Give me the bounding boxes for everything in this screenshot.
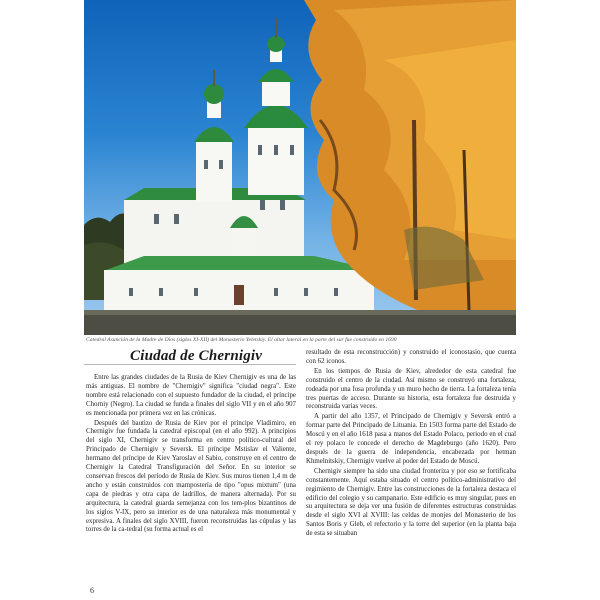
paragraph: Entre las grandes ciudades de la Rusia de Kiev Chernigiv es una de las más antiguas. El nombre de "Chernigiv" significa "ciudad negra". Este nombre está relacionado con el supuesto fundador de la ciudad, el príncipe Chorniy (Negro). La ciudad se funda a finales del siglo VII y en el año 907 es mencionada por primera vez en las crónicas. <box>86 374 296 417</box>
paragraph: Chernigiv siempre ha sido una ciudad fronteriza y por eso se fortificaba constantemente. Aquí estaba situado el centro político-administrativo del regimiento de Chernigiv. Entre las construcciones de la fortaleza destaca el edificio del colegio y su campanario. Este edificio es muy singular, pues en su arquitectura se deja ver una fusión de diferentes estructuras construidas desde el siglo XVI al XVIII: las celdas de monjes del Monasterio de los Santos Boris y Gleb, el refectorio y la torre del superior (en la planta baja de esta se situaban <box>306 467 516 538</box>
paragraph: resultado de esta reconstrucción) y construido el iconostasio, que cuenta con 62 iconos. <box>306 349 516 365</box>
cathedral-photo <box>84 0 516 335</box>
book-page <box>84 0 516 600</box>
left-column <box>86 374 296 536</box>
cathedral-illustration <box>84 0 516 335</box>
page-number: 6 <box>90 586 94 595</box>
paragraph: Después del bautizo de Rusia de Kiev por el príncipe Vladimiro, en Chernigiv fue fundada la catedral episcopal (en el año 992). A principios del siglo XI, Chernigiv se transforma en centro político-cultural del Principado de Chernigiv y Seversk. El príncipe Mstislav el Valiente, hermano del príncipe de Kiev Yaroslav el Sabio, construye en el centro de Chernigiv la Catedral Transfiguración del Señor. En su interior se conservan frescos del período de Rusia de Kiev. Sus muros tienen 1,4 m de ancho y están construidos con mampostería de tipo "opus mixtum" (una capa de piedras y otra capa de ladrillos, de manera alternada). Por su arquitectura, la catedral guarda semejanza con los tem-plos bizantinos de los siglos V-IX, pero su interior es de una naturaleza más monumental y expresiva. A finales del siglo XVIII, fueron reconstruidas las cúpulas y las torres de la ca-tedral (su forma actual es el <box>86 419 296 534</box>
paragraph: A partir del año 1357, el Principado de Chernigiv y Seversk entró a formar parte del Principado de Lituania. En 1503 forma parte del Estado de Moscú y en el año 1618 pasa a manos del Estado Polaco, periodo en el cual el rey polaco le concede el derecho de Magdeburgo (año 1620). Pero después de la guerra de independencia, encabezada por hetman Khmelnitskiy, Chernigiv vuelve al poder del Estado de Moscú. <box>306 413 516 465</box>
page-title: Ciudad de Chernigiv <box>130 348 263 364</box>
photo-caption: Catedral Asunción de la Madre de Dios (siglos XI-XII) del Monasterio Yeletskiy. El altar lateral en la parte del sur fue construido en 1690 <box>86 337 397 343</box>
title-rule <box>84 364 296 365</box>
right-column <box>306 349 516 540</box>
paragraph: En los tiempos de Rusia de Kiev, alrededor de esta catedral fue construido el centro de la ciudad. Así mismo se construyó una fortaleza, rodeada por una fosa profunda y un muro hecho de tierra. La fortaleza tenía tres puertas de acceso. Durante su historia, esta fortaleza fue destruida y reconstruida varias veces. <box>306 367 516 411</box>
